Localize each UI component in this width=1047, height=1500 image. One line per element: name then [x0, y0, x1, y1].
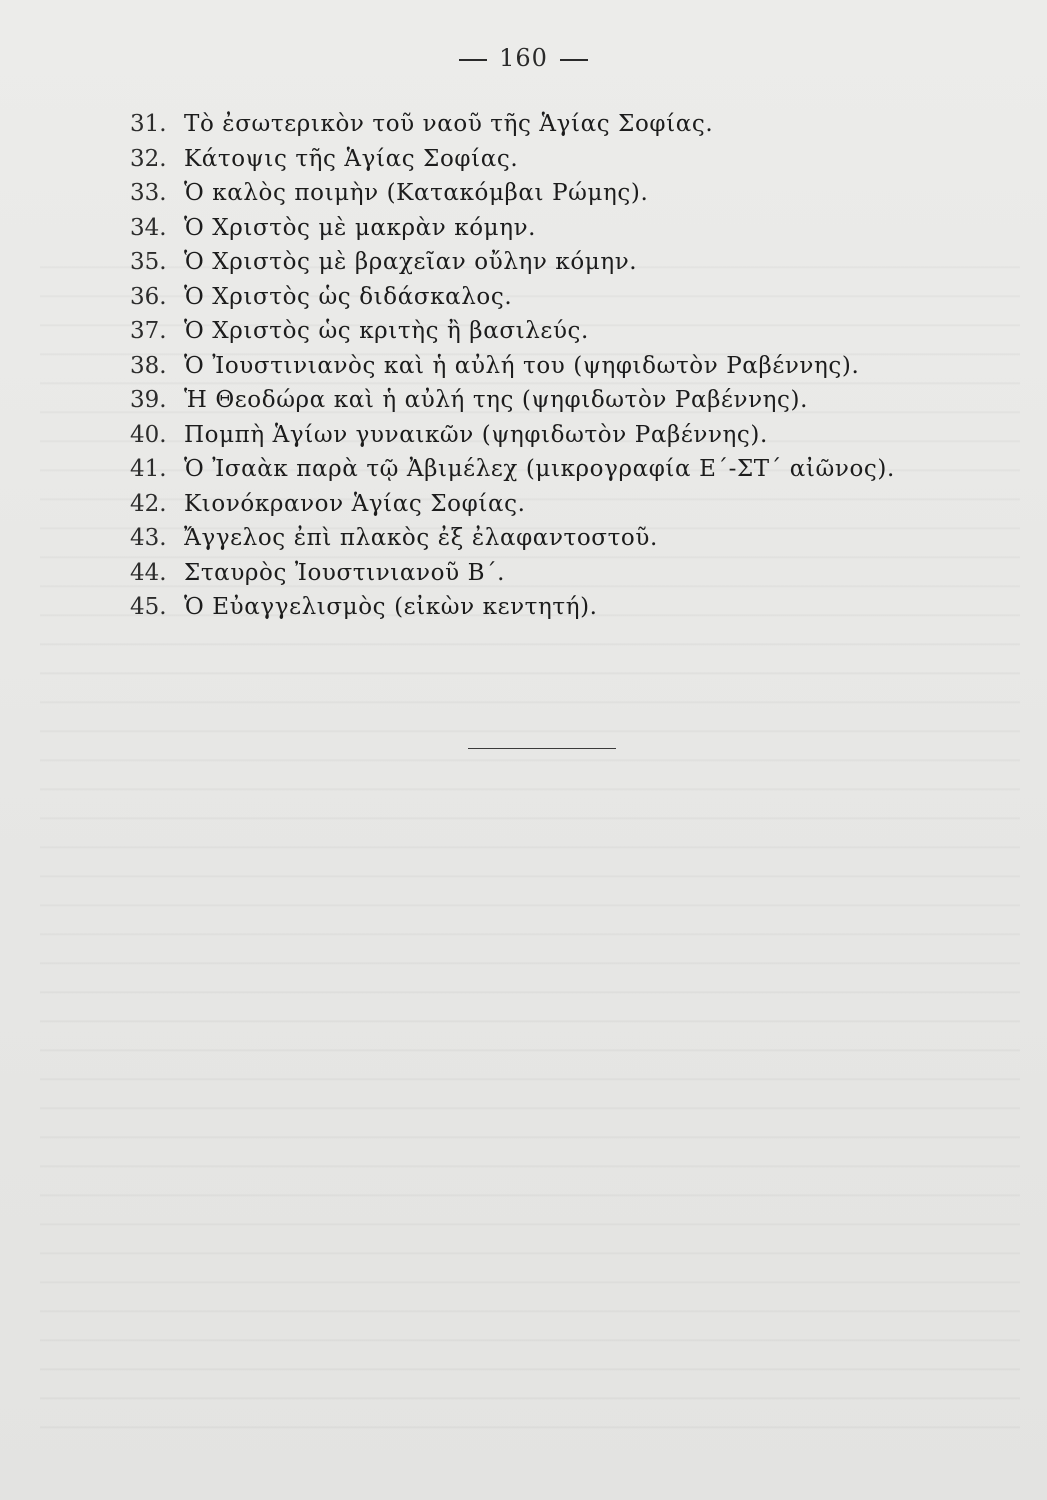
caption-text: Τὸ ἐσωτερικὸν τοῦ ναοῦ τῆς Ἁγίας Σοφίας. [184, 111, 714, 137]
caption-item [130, 245, 990, 280]
caption-item [130, 211, 990, 246]
caption-number: 44. [130, 559, 167, 586]
caption-text: Σταυρὸς Ἰουστινιανοῦ Β΄. [184, 559, 506, 586]
caption-number: 40. [130, 421, 167, 448]
caption-text: Ἄγγελος ἐπὶ πλακὸς ἐξ ἐλαφαντοστοῦ. [184, 525, 658, 551]
caption-text: Ὁ Χριστὸς μὲ βραχεῖαν οὔλην κόμην. [184, 249, 638, 275]
caption-item [130, 487, 990, 522]
caption-item [130, 590, 990, 625]
page-number-value: 160 [499, 44, 548, 72]
caption-number: 37. [130, 318, 167, 344]
caption-item [130, 418, 990, 453]
caption-text: Ὁ Ἰσαὰκ παρὰ τῷ Ἀβιμέλεχ (μικρογραφία Ε΄-ΣΤ΄ αἰῶνος). [184, 456, 895, 482]
caption-number: 38. [130, 352, 167, 379]
caption-item [130, 142, 990, 177]
caption-item [130, 383, 990, 418]
section-divider [468, 748, 616, 749]
caption-text: Ἡ Θεοδώρα καὶ ἡ αὐλή της (ψηφιδωτὸν Ραβέννης). [184, 387, 809, 413]
caption-item [130, 280, 990, 315]
caption-item [130, 556, 990, 591]
caption-item [130, 452, 990, 487]
caption-text: Ὁ Χριστὸς μὲ μακρὰν κόμην. [184, 214, 537, 241]
caption-text: Κάτοψις τῆς Ἁγίας Σοφίας. [184, 145, 519, 172]
caption-number: 31. [130, 111, 167, 137]
caption-text: Ὁ Χριστὸς ὡς κριτὴς ἢ βασιλεύς. [184, 318, 589, 344]
caption-text: Ὁ Εὐαγγελισμὸς (εἰκὼν κεντητή). [184, 594, 598, 620]
caption-item [130, 107, 990, 142]
caption-number: 34. [130, 214, 167, 241]
caption-text: Ὁ καλὸς ποιμὴν (Κατακόμβαι Ρώμης). [184, 180, 649, 206]
figure-caption-list [130, 107, 990, 625]
caption-number: 45. [130, 594, 167, 620]
caption-number: 41. [130, 456, 167, 482]
caption-item [130, 176, 990, 211]
caption-number: 42. [130, 490, 167, 517]
page-number-left-dash [459, 59, 487, 61]
caption-item [130, 314, 990, 349]
caption-text: Ὁ Ἰουστινιανὸς καὶ ἡ αὐλή του (ψηφιδωτὸν Ραβέννης). [184, 352, 860, 379]
caption-item [130, 521, 990, 556]
caption-number: 32. [130, 145, 167, 172]
caption-number: 39. [130, 387, 167, 413]
caption-text: Κιονόκρανον Ἁγίας Σοφίας. [184, 490, 526, 517]
caption-text: Πομπὴ Ἁγίων γυναικῶν (ψηφιδωτὸν Ραβέννης). [184, 421, 768, 448]
caption-number: 35. [130, 249, 167, 275]
caption-item [130, 349, 990, 384]
caption-text: Ὁ Χριστὸς ὡς διδάσκαλος. [184, 283, 513, 310]
caption-number: 33. [130, 180, 167, 206]
caption-number: 43. [130, 525, 167, 551]
page-number [0, 44, 1047, 72]
page-number-right-dash [560, 59, 588, 61]
caption-number: 36. [130, 283, 167, 310]
